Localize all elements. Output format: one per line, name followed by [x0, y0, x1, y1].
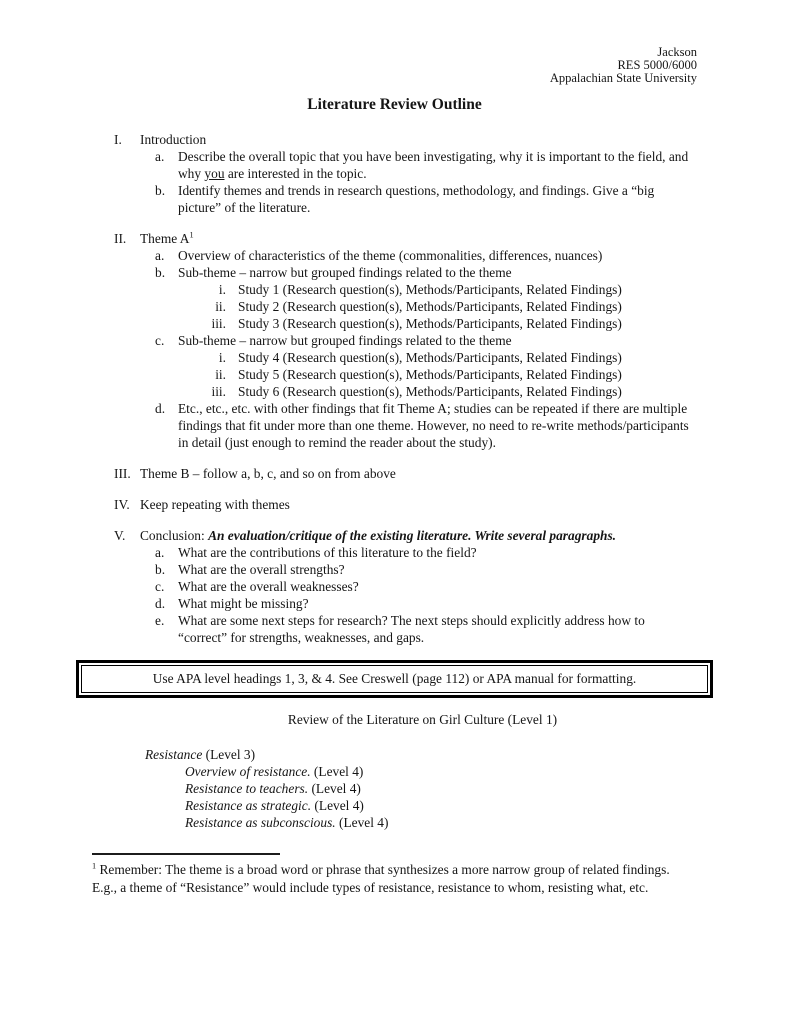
document-header: [92, 46, 697, 85]
text-segment: Sub-theme – narrow but grouped findings related to the theme: [178, 265, 512, 280]
outline-item: [155, 182, 697, 216]
text-segment: Study 2 (Research question(s), Methods/Participants, Related Findings): [238, 299, 622, 314]
outline-heading: [114, 496, 697, 513]
list-text: [178, 332, 697, 349]
list-marker: iii.: [211, 316, 226, 331]
text-segment: are interested in the topic.: [224, 166, 367, 181]
text-segment: What might be missing?: [178, 596, 309, 611]
list-text: [140, 230, 697, 247]
text-segment: Overview of characteristics of the theme (commonalities, differences, nuances): [178, 248, 603, 263]
outline-heading: [114, 230, 697, 247]
example-level3-heading: [145, 746, 697, 763]
example-level1-heading: Review of the Literature on Girl Culture (Level 1): [287, 712, 558, 727]
text-segment-u: you: [204, 166, 225, 181]
text-segment-bi: An evaluation/critique of the existing literature. Write several paragraphs.: [208, 528, 617, 543]
outline-item: [155, 612, 697, 646]
outline-heading: [114, 527, 697, 544]
outline-section-v: [92, 527, 697, 646]
list-marker: d.: [155, 401, 166, 416]
header-course: RES 5000/6000: [617, 58, 697, 72]
example-level4-heading: [185, 780, 697, 797]
list-text: [238, 349, 697, 366]
list-text: [178, 595, 697, 612]
example-level4-heading: [185, 797, 697, 814]
list-text: [178, 578, 697, 595]
outline-subitem: [196, 315, 697, 332]
literature-review-outline: [92, 131, 697, 646]
header-university: Appalachian State University: [549, 71, 697, 85]
outline-section-iii: [92, 465, 697, 482]
outline-subitem: [196, 366, 697, 383]
footnote-separator-rule: [92, 853, 280, 855]
apa-notice-text: Use APA level headings 1, 3, & 4. See Creswell (page 112) or APA manual for formatting.: [81, 665, 708, 693]
text-segment: Sub-theme – narrow but grouped findings related to the theme: [178, 333, 512, 348]
text-segment: Identify themes and trends in research questions, methodology, and findings. Give a “big picture” of the literature.: [178, 183, 655, 215]
list-marker: b.: [155, 183, 166, 198]
list-marker: e.: [155, 613, 165, 628]
text-segment: What are some next steps for research? The next steps should explicitly address how to “correct” for strengths, weaknesses, and gaps.: [178, 613, 645, 645]
outline-section-ii: [92, 230, 697, 451]
list-text: [178, 182, 697, 216]
text-segment: (Level 4): [308, 781, 361, 796]
text-segment: Conclusion:: [140, 528, 209, 543]
list-marker: a.: [155, 248, 165, 263]
text-segment: What are the contributions of this literature to the field?: [178, 545, 477, 560]
example-outline: [92, 746, 697, 831]
list-marker: i.: [218, 350, 226, 365]
outline-subitem: [196, 349, 697, 366]
text-segment: Keep repeating with themes: [140, 497, 290, 512]
list-marker: I.: [114, 132, 122, 147]
list-marker: iii.: [211, 384, 226, 399]
list-marker: III.: [114, 466, 131, 481]
list-text: [140, 465, 697, 482]
outline-item: [155, 332, 697, 349]
text-segment: Etc., etc., etc. with other findings that fit Theme A; studies can be repeated if there are multiple findings that fit under more than one theme. However, no need to re-write methods/participants in detail (just enough to remind the reader about the study).: [178, 401, 689, 450]
list-text: [140, 496, 697, 513]
outline-subitem: [196, 298, 697, 315]
text-segment: What are the overall weaknesses?: [178, 579, 359, 594]
list-marker: i.: [218, 282, 226, 297]
list-marker: b.: [155, 562, 166, 577]
list-marker: ii.: [215, 299, 226, 314]
outline-item: [155, 148, 697, 182]
list-text: [238, 281, 697, 298]
outline-item: [155, 544, 697, 561]
outline-item: [155, 247, 697, 264]
list-marker: d.: [155, 596, 166, 611]
list-text: [238, 383, 697, 400]
outline-section-i: [92, 131, 697, 216]
text-segment-i: Overview of resistance.: [185, 764, 311, 779]
text-segment: (Level 4): [335, 815, 389, 830]
text-segment-i: Resistance to teachers.: [185, 781, 309, 796]
list-marker: IV.: [114, 497, 130, 512]
list-text: [178, 247, 697, 264]
list-text: [178, 148, 697, 182]
text-segment-i: Resistance as subconscious.: [185, 815, 336, 830]
footnote: [92, 853, 697, 896]
text-segment: Describe the overall topic that you have been investigating, why it is important to the field, and why: [178, 149, 689, 181]
text-segment: Study 1 (Research question(s), Methods/Participants, Related Findings): [238, 282, 622, 297]
list-text: [238, 315, 697, 332]
list-text: [238, 298, 697, 315]
footnote-text: [92, 861, 697, 896]
list-text: [178, 544, 697, 561]
outline-item: [155, 264, 697, 281]
text-segment-sup: 1: [189, 230, 194, 240]
list-marker: b.: [155, 265, 166, 280]
text-segment: Theme A: [140, 231, 190, 246]
text-segment: (Level 4): [310, 764, 364, 779]
apa-notice-box: [76, 660, 713, 698]
header-author: Jackson: [657, 45, 697, 59]
text-segment: Study 4 (Research question(s), Methods/Participants, Related Findings): [238, 350, 622, 365]
outline-subitem: [196, 383, 697, 400]
example-level4-heading: [185, 763, 697, 780]
outline-heading: [114, 131, 697, 148]
list-marker: c.: [155, 579, 165, 594]
text-segment-i: Resistance as strategic.: [185, 798, 312, 813]
outline-item: [155, 561, 697, 578]
footnote-marker: 1: [92, 861, 97, 871]
list-marker: V.: [114, 528, 126, 543]
list-marker: c.: [155, 333, 165, 348]
example-level4-heading: [185, 814, 697, 831]
list-marker: a.: [155, 149, 165, 164]
list-text: [140, 131, 697, 148]
text-segment: What are the overall strengths?: [178, 562, 345, 577]
outline-item: [155, 578, 697, 595]
text-segment-i: Resistance: [145, 747, 203, 762]
list-text: [140, 527, 697, 544]
list-marker: ii.: [215, 367, 226, 382]
list-marker: II.: [114, 231, 127, 246]
list-text: [178, 561, 697, 578]
text-segment: (Level 3): [202, 747, 256, 762]
text-segment: Introduction: [140, 132, 207, 147]
text-segment: Study 6 (Research question(s), Methods/Participants, Related Findings): [238, 384, 622, 399]
outline-subitem: [196, 281, 697, 298]
list-text: [178, 400, 697, 451]
list-text: [178, 264, 697, 281]
text-segment: (Level 4): [311, 798, 364, 813]
list-text: [178, 612, 697, 646]
document-title: Literature Review Outline: [307, 96, 482, 113]
text-segment: Study 5 (Research question(s), Methods/Participants, Related Findings): [238, 367, 622, 382]
text-segment: Remember: The theme is a broad word or phrase that synthesizes a more narrow group of related findings. E.g., a theme of “Resistance” would include types of resistance, resistance to whom, resisting what, etc.: [92, 862, 670, 895]
outline-heading: [114, 465, 697, 482]
outline-section-iv: [92, 496, 697, 513]
list-text: [238, 366, 697, 383]
outline-item: [155, 400, 697, 451]
text-segment: Theme B – follow a, b, c, and so on from above: [140, 466, 396, 481]
outline-item: [155, 595, 697, 612]
text-segment: Study 3 (Research question(s), Methods/Participants, Related Findings): [238, 316, 622, 331]
list-marker: a.: [155, 545, 165, 560]
